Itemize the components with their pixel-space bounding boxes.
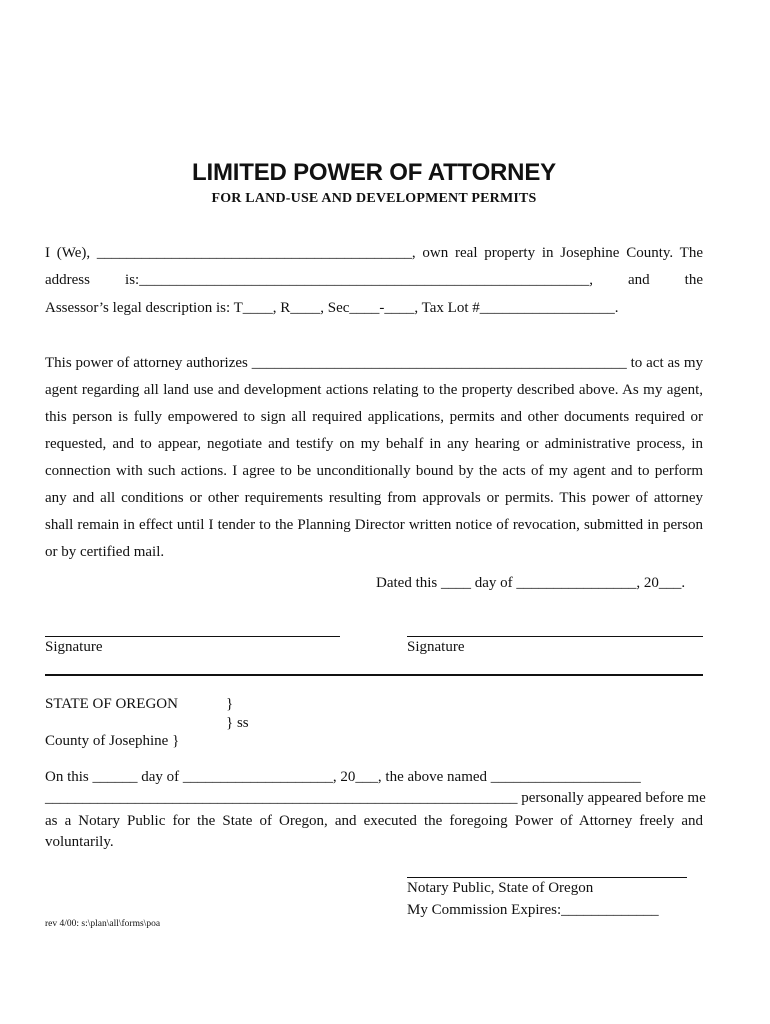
- owner-name-line: I (We), __________________________________________, own real property in Josephine County. The: [45, 245, 703, 261]
- notary-line-4: voluntarily.: [45, 834, 114, 850]
- signature-line-right[interactable]: [407, 636, 703, 637]
- signature-label-left: Signature: [45, 639, 103, 655]
- authorization-line-5: connection with such actions. I agree to be unconditionally bound by the acts of my agent and to perform: [45, 463, 703, 479]
- revision-note: rev 4/00: s:\plan\all\forms\poa: [45, 919, 161, 929]
- authorization-line-8: or by certified mail.: [45, 544, 165, 560]
- notary-signature-line[interactable]: [407, 877, 687, 878]
- notary-public-label: Notary Public, State of Oregon: [407, 880, 594, 896]
- notary-county: County of Josephine }: [45, 733, 180, 749]
- property-address-line: address is:____________________________________________________________, and the: [45, 272, 703, 288]
- notary-state: STATE OF OREGON: [45, 696, 178, 712]
- notary-brace-ss: } ss: [226, 715, 249, 731]
- section-divider: [45, 674, 703, 676]
- authorization-line-7: shall remain in effect until I tender to the Planning Director written notice of revocation, submitted in person: [45, 517, 703, 533]
- signature-line-left[interactable]: [45, 636, 340, 637]
- notary-brace-top: }: [226, 696, 234, 712]
- authorization-line-2: agent regarding all land use and development actions relating to the property described above. As my agent,: [45, 382, 703, 398]
- authorization-line-1: This power of attorney authorizes __________________________________________________ to act as my: [45, 355, 703, 371]
- legal-description-line: Assessor’s legal description is: T____, R____, Sec____-____, Tax Lot #__________________.: [45, 300, 619, 316]
- dated-line: Dated this ____ day of ________________, 20___.: [376, 575, 686, 591]
- notary-line-3: as a Notary Public for the State of Oregon, and executed the foregoing Power of Attorney freely and: [45, 813, 703, 829]
- notary-line-2: _______________________________________________________________ personally appeared before me: [45, 790, 706, 806]
- commission-expires-line: My Commission Expires:_____________: [407, 902, 659, 918]
- document-title: LIMITED POWER OF ATTORNEY: [192, 159, 556, 186]
- authorization-line-4: requested, and to appear, negotiate and testify on my behalf in any hearing or administrative process, in: [45, 436, 703, 452]
- signature-label-right: Signature: [407, 639, 465, 655]
- authorization-line-3: this person is fully empowered to sign all required applications, permits and other documents required or: [45, 409, 703, 425]
- document-subtitle: FOR LAND-USE AND DEVELOPMENT PERMITS: [211, 191, 537, 206]
- notary-line-1: On this ______ day of ____________________, 20___, the above named ____________________: [45, 769, 641, 785]
- authorization-line-6: any and all conditions or other requirements resulting from approvals or permits. This power of attorney: [45, 490, 703, 506]
